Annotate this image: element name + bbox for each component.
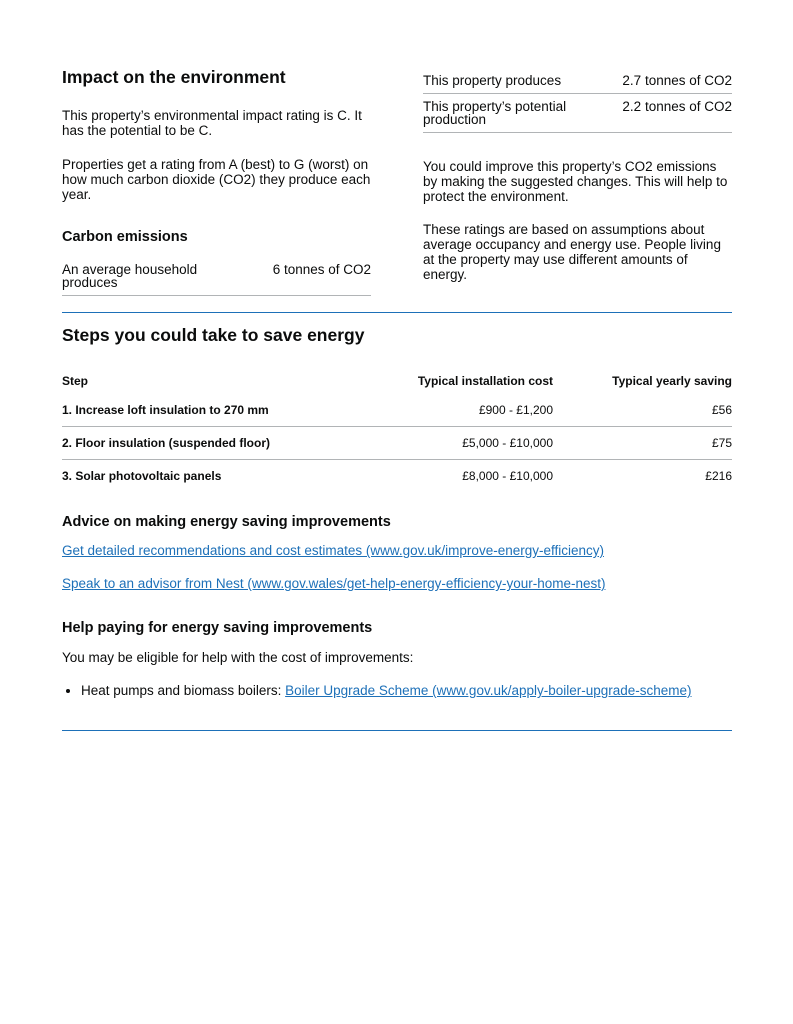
potential-value: 2.2 tonnes of CO2: [622, 99, 732, 114]
step-saving: £56: [711, 403, 732, 417]
step-name: 2. Floor insulation (suspended floor): [62, 427, 303, 460]
table-row: [62, 394, 732, 427]
steps-heading: Steps you could take to save energy: [62, 325, 365, 345]
bullet-label: Heat pumps and biomass boilers:: [81, 683, 286, 698]
steps-header-row: [62, 368, 732, 394]
household-label: An average household produces: [62, 262, 198, 290]
environment-left-column: [62, 66, 371, 296]
column-header-step: Step: [62, 374, 89, 388]
steps-table: [62, 368, 732, 492]
nest-advisor-link[interactable]: Speak to an advisor from Nest (www.gov.wales/get-help-energy-efficiency-your-home-nest): [62, 576, 606, 591]
step-saving: £75: [553, 427, 732, 460]
help-paying-heading: Help paying for energy saving improvements: [62, 620, 373, 636]
help-intro: You may be eligible for help with the cost of improvements:: [62, 650, 414, 665]
step-cost: £8,000 - £10,000: [303, 460, 553, 493]
list-item: [81, 683, 692, 698]
household-emissions-row: [62, 263, 371, 296]
section-divider: [62, 312, 732, 313]
improve-energy-efficiency-link[interactable]: Get detailed recommendations and cost estimates (www.gov.uk/improve-energy-efficiency): [62, 543, 604, 558]
produces-label: This property produces: [423, 73, 562, 88]
step-cost: £5,000 - £10,000: [303, 427, 553, 460]
household-value: 6 tonnes of CO2: [272, 262, 371, 277]
environment-heading: Impact on the environment: [62, 67, 286, 87]
section-divider-bottom: [62, 730, 732, 731]
rating-text: This property’s environmental impact rating is C. It has the potential to be C.: [62, 108, 362, 138]
table-row: [62, 460, 732, 493]
column-header-saving: Typical yearly saving: [612, 374, 732, 388]
advice-heading: Advice on making energy saving improvements: [62, 514, 391, 530]
assumptions-text: These ratings are based on assumptions about average occupancy and energy use. People living at the property may use different amounts of energy.: [423, 222, 721, 282]
boiler-upgrade-scheme-link[interactable]: Boiler Upgrade Scheme (www.gov.uk/apply-boiler-upgrade-scheme): [285, 683, 692, 698]
carbon-emissions-heading: Carbon emissions: [62, 229, 188, 245]
step-cost: £900 - £1,200: [478, 403, 553, 417]
potential-production-row: [423, 94, 732, 133]
table-row: [62, 427, 732, 460]
rating-explainer: Properties get a rating from A (best) to G (worst) on how much carbon dioxide (CO2) they produce each year.: [62, 157, 371, 202]
step-saving: £216: [553, 460, 732, 493]
environment-right-column: [423, 72, 732, 282]
produces-value: 2.7 tonnes of CO2: [622, 73, 732, 88]
step-name: 3. Solar photovoltaic panels: [62, 460, 303, 493]
help-list: [62, 683, 692, 698]
column-header-cost: Typical installation cost: [417, 374, 553, 388]
step-name: 1. Increase loft insulation to 270 mm: [62, 403, 269, 417]
potential-label: This property’s potential production: [423, 99, 567, 127]
property-produces-row: [423, 72, 732, 94]
improve-text: You could improve this property’s CO2 emissions by making the suggested changes. This will help to protect the environment.: [423, 159, 728, 204]
